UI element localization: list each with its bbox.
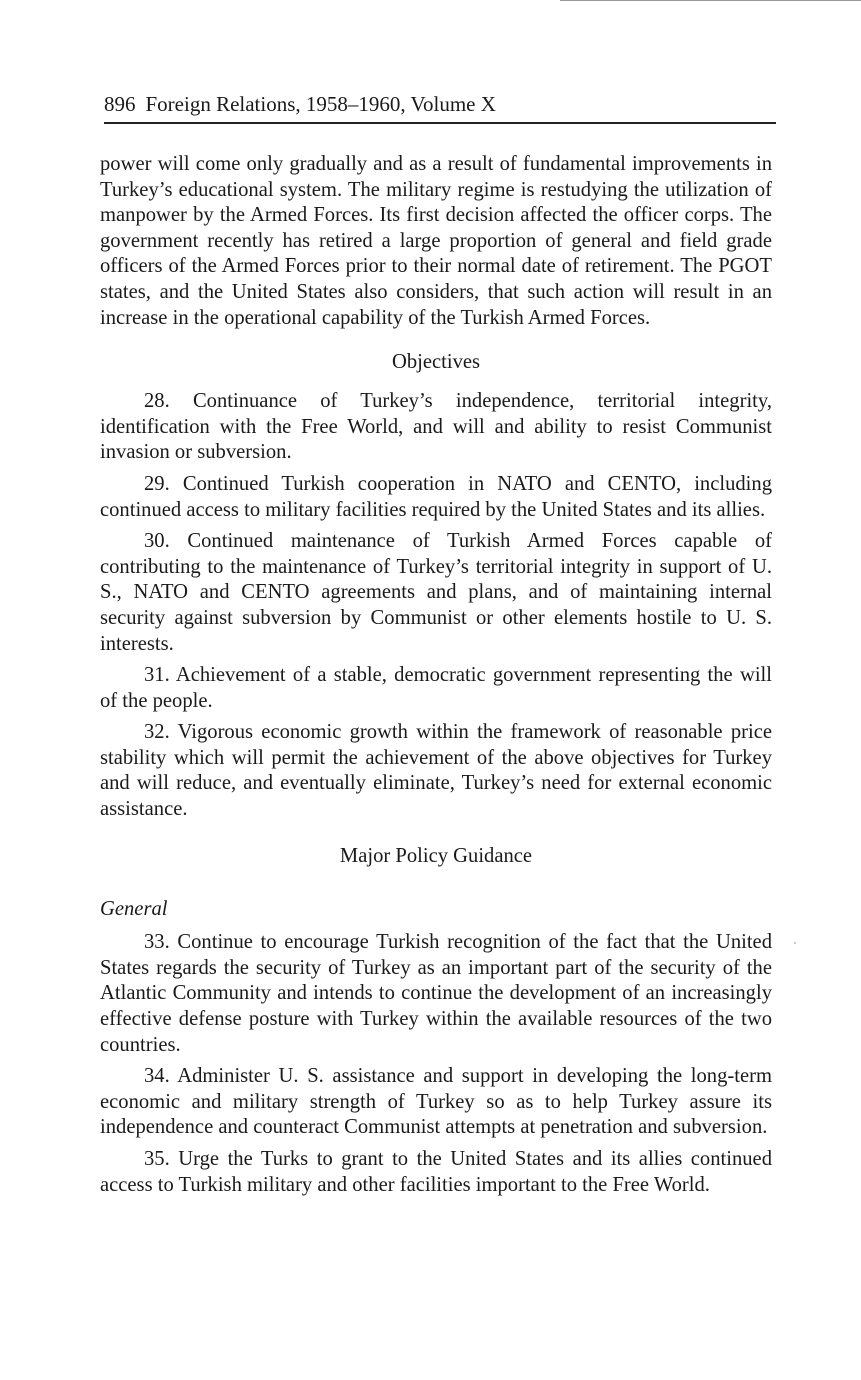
objective-item-30: 30. Continued maintenance of Turkish Armed Forces capable of contributing to the maintenance of Turkey’s territorial integrity in support of U. S., NATO and CENTO agreements and plans, and of maintaining internal security against subversion by Communist or other elements hostile to U. S. interests.: [100, 530, 772, 655]
objective-item-32: 32. Vigorous economic growth within the framework of reasonable price stability which will permit the achievement of the above objectives for Turkey and will reduce, and eventually eliminate, Turkey’s need for external economic assistance.: [100, 721, 772, 821]
objective-item-28: 28. Continuance of Turkey’s independence, territorial integrity, identification with the Free World, and will and ability to resist Communist invasion or subversion.: [100, 390, 772, 464]
general-subheading: General: [100, 897, 168, 920]
running-head-text: [104, 90, 496, 118]
objectives-heading: Objectives: [391, 351, 481, 374]
scan-top-edge: [560, 0, 861, 1]
guidance-item-33: 33. Continue to encourage Turkish recognition of the fact that the United States regards the security of Turkey as an important part of the security of the Atlantic Community and intends to continue the development of an increasingly effective defense posture with Turkey within the available resources of the two countries.: [100, 931, 772, 1056]
objective-item-29: 29. Continued Turkish cooperation in NATO and CENTO, including continued access to military facilities required by the United States and its allies.: [100, 472, 772, 521]
major-policy-guidance-heading: Major Policy Guidance: [339, 844, 533, 867]
intro-paragraph: power will come only gradually and as a result of fundamental improvements in Turkey’s educational system. The military regime is restudying the utilization of manpower by the Armed Forces. Its first decision affected the officer corps. The government recently has retired a large proportion of general and field grade officers of the Armed Forces prior to their normal date of retirement. The PGOT states, and the United States also considers, that such action will result in an increase in the operational capability of the Turkish Armed Forces.: [100, 153, 772, 329]
running-header: [104, 88, 776, 124]
guidance-item-34: 34. Administer U. S. assistance and support in developing the long-term economic and military strength of Turkey so as to help Turkey assure its independence and counteract Communist attempts at penetration and subversion.: [100, 1065, 772, 1139]
page-number: 896: [104, 92, 136, 116]
objective-item-31: 31. Achievement of a stable, democratic government representing the will of the people.: [100, 664, 772, 712]
page-body: [100, 152, 772, 1198]
volume-title: Foreign Relations, 1958–1960, Volume X: [145, 92, 496, 116]
scan-speck: [794, 942, 796, 944]
guidance-item-35: 35. Urge the Turks to grant to the United States and its allies continued access to Turkish military and other facilities important to the Free World.: [100, 1148, 772, 1196]
